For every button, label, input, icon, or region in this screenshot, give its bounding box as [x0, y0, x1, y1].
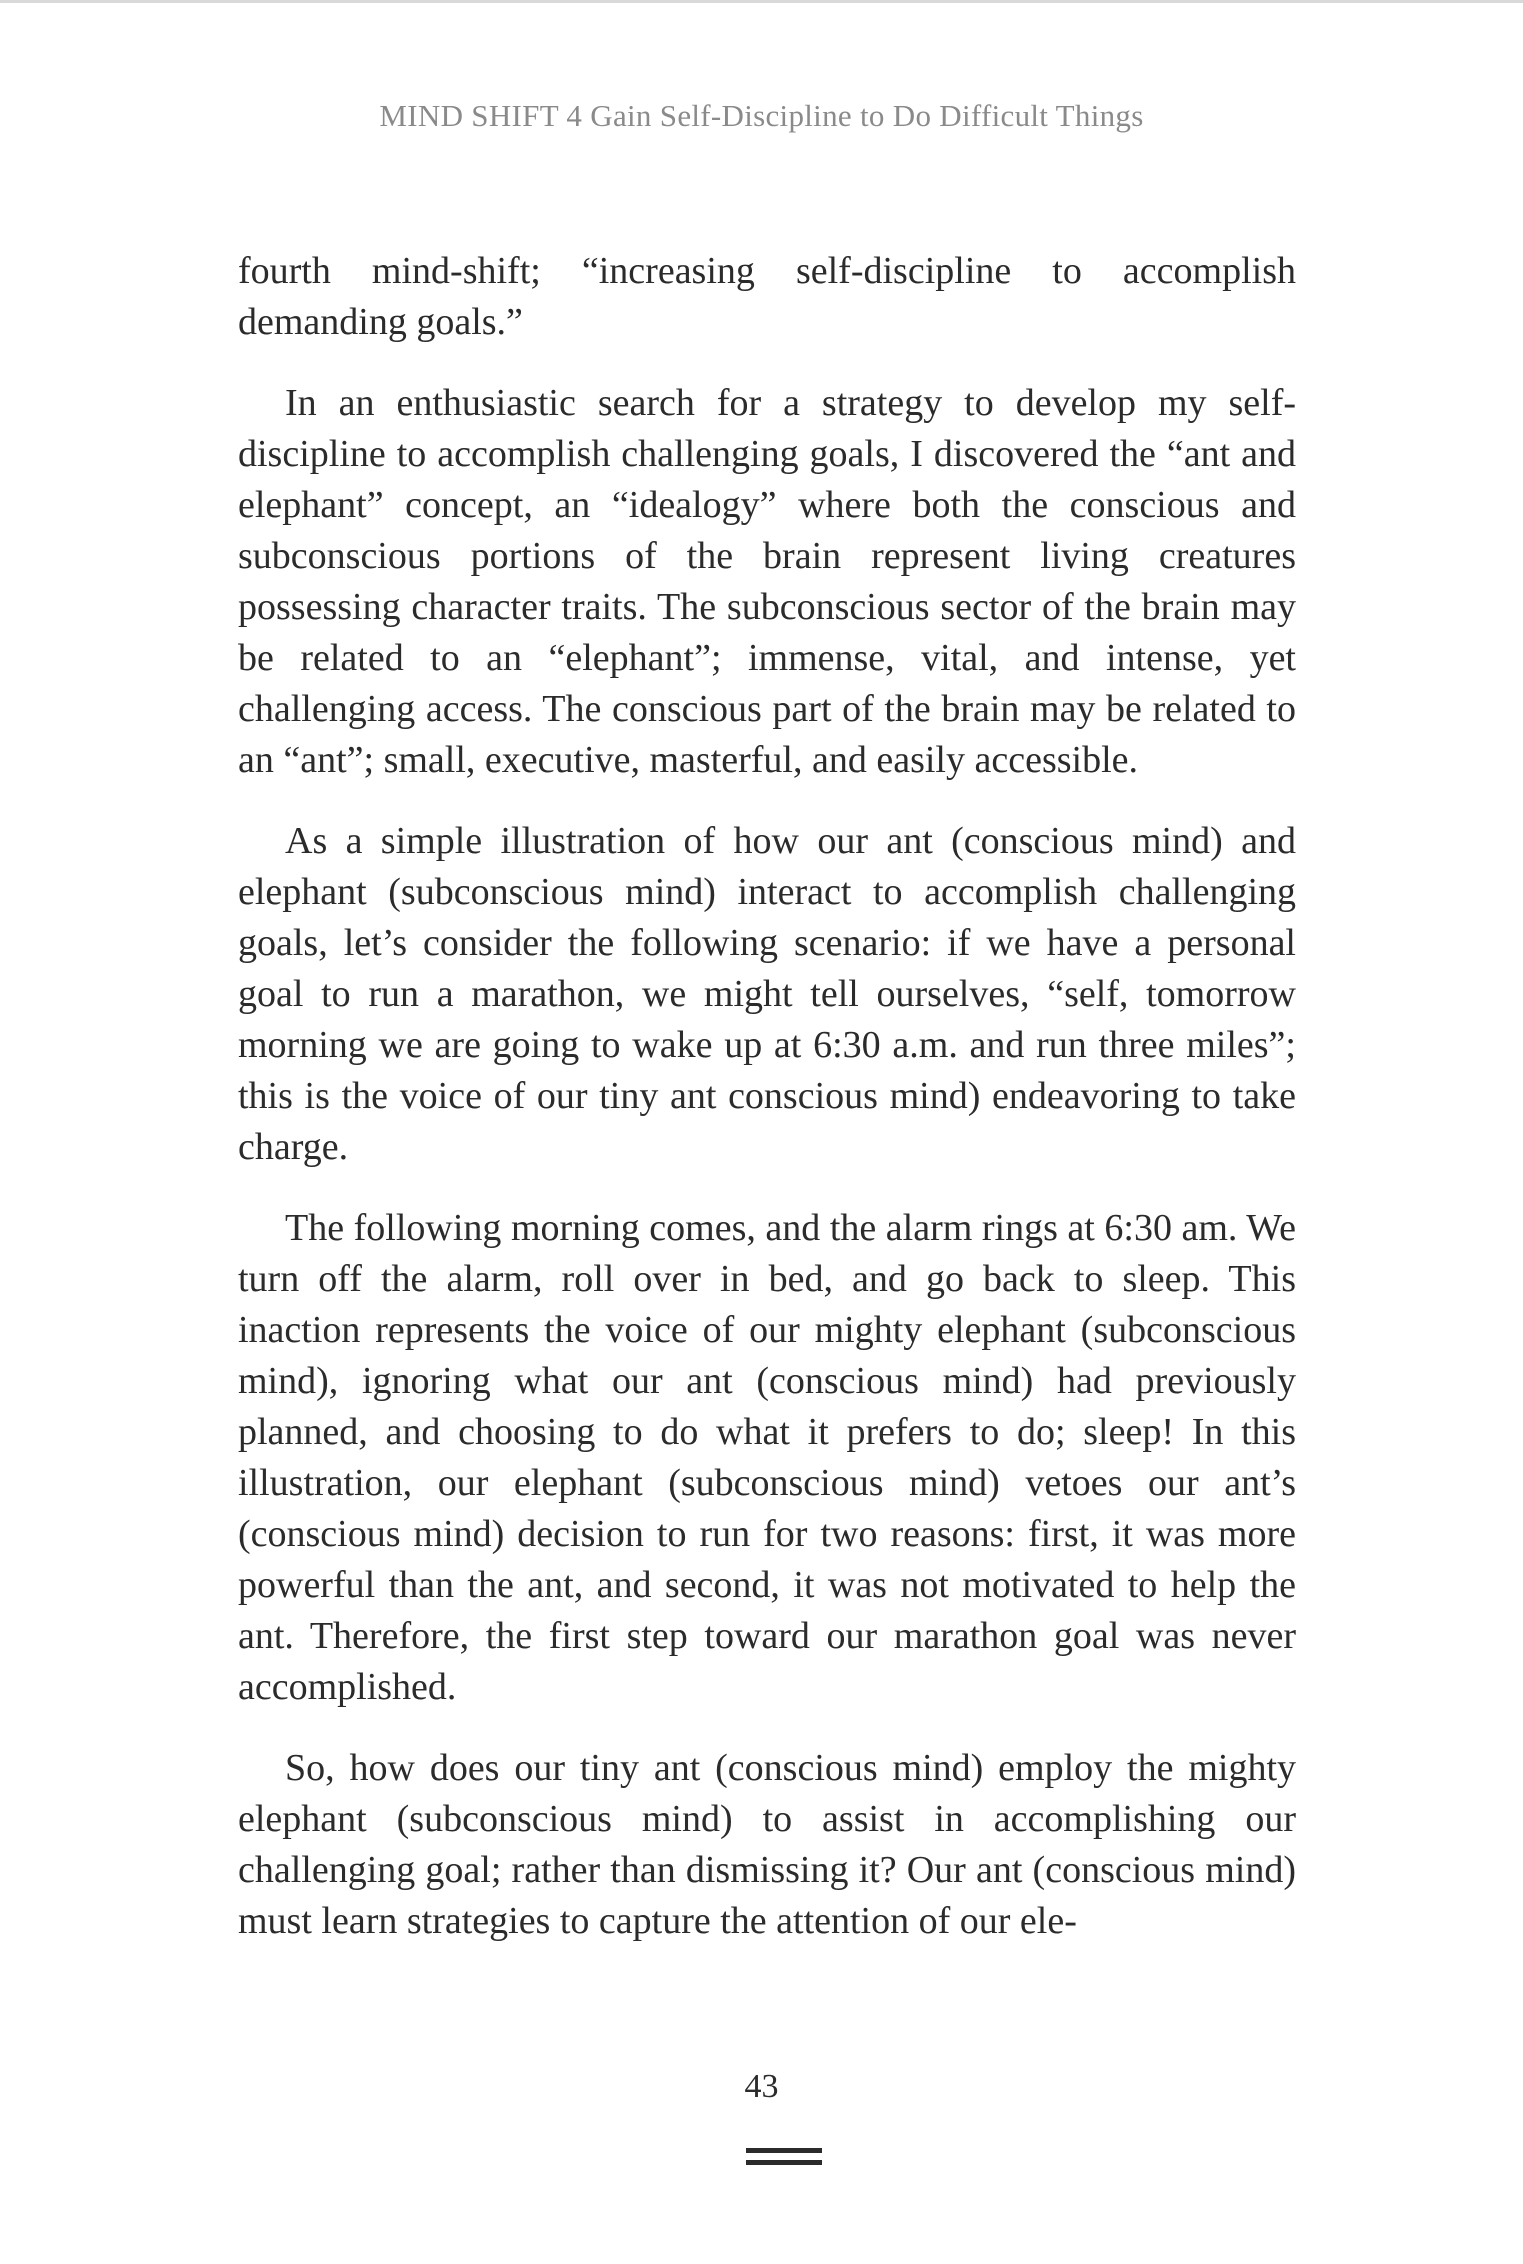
paragraph-2: In an enthusiastic search for a strategy to develop my self-discipline to accomplish challenging goals, I discovered the “ant and elephant” concept, an “idealogy” where both the conscious and subconscious portions of the brain represent living creatures possessing character traits. The subconscious sector of the brain may be related to an “elephant”; immense, vital, and intense, yet challenging access. The conscious part of the brain may be related to an “ant”; small, executive, masterful, and easily accessible.	[238, 382, 1296, 781]
page-top-edge	[0, 0, 1523, 3]
paragraph-3: As a simple illustration of how our ant (conscious mind) and elephant (subconscious mind) interact to accomplish challenging goals, let’s consider the following scenario: if we have a personal goal to run a marathon, we might tell ourselves, “self, tomorrow morning we are going to wake up at 6:30 a.m. and run three miles”; this is the voice of our tiny ant conscious mind) endeavoring to take charge.	[238, 820, 1296, 1168]
folio-rule-bottom	[746, 2160, 822, 2165]
paragraph-4: The following morning comes, and the alarm rings at 6:30 am. We turn off the alarm, roll over in bed, and go back to sleep. This inaction represents the voice of our mighty elephant (subconscious mind), ignoring what our ant (conscious mind) had previously planned, and choosing to do what it prefers to do; sleep! In this illustration, our elephant (subconscious mind) vetoes our ant’s (conscious mind) decision to run for two reasons: first, it was more powerful than the ant, and second, it was not motivated to help the ant. Therefore, the first step toward our marathon goal was never accomplished.	[238, 1207, 1296, 1708]
paragraph-5: So, how does our tiny ant (conscious mind) employ the mighty elephant (subconscious mind) to assist in accomplishing our challenging goal; rather than dismissing it? Our ant (conscious mind) must learn strategies to capture the attention of our ele-	[238, 1747, 1296, 1942]
body-text	[238, 246, 1296, 1977]
folio-rule-top	[746, 2148, 822, 2153]
paragraph-1: fourth mind-shift; “increasing self-discipline to accomplish demanding goals.”	[238, 250, 1296, 343]
running-header: MIND SHIFT 4 Gain Self-Discipline to Do Difficult Things	[379, 98, 1144, 133]
page-number: 43	[744, 2068, 779, 2105]
